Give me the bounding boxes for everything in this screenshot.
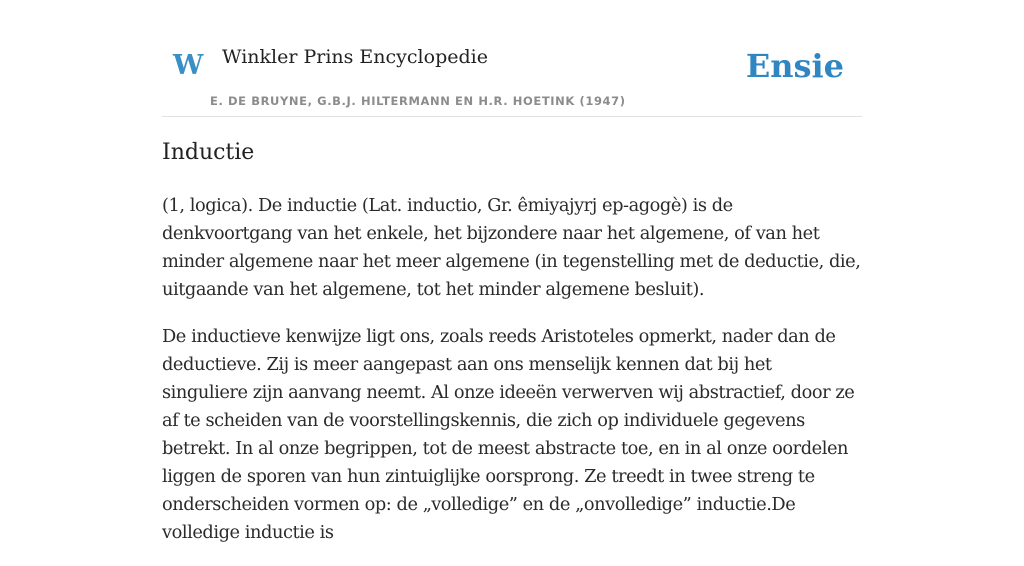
article-paragraph: (1, logica). De inductie (Lat. inductio, Gr. êmiyajyrj ep-agogè) is de denkvoortgang van het enkele, het bijzondere naar het algemene, of van het minder algemene naar het meer algemene (in tegenstelling met de deductie, die, uitgaande van het algemene, tot het minder algemene besluit). bbox=[162, 195, 861, 300]
ensie-logo[interactable]: Ensie bbox=[745, 47, 844, 85]
article-title: Inductie bbox=[162, 140, 255, 165]
article-paragraph: De inductieve kenwijze ligt ons, zoals reeds Aristoteles opmerkt, nader dan de deductieve. Zij is meer aangepast aan ons menselijk kennen dat bij het singuliere zijn aanvang neemt. Al onze ideeën verwerven wij abstractief, door ze af te scheiden van de voorstellingskennis, die zich op individuele gegevens betrekt. In al onze begrippen, tot de meest abstracte toe, en in al onze oordelen liggen de sporen van hun zintuiglijke oorsprong. Ze treedt in twee streng te onderscheiden vormen op: de „volledige” en de „onvolledige” inductie.De volledige inductie is bbox=[162, 326, 855, 543]
article-body bbox=[162, 192, 862, 566]
source-authors: E. DE BRUYNE, G.B.J. HILTERMANN EN H.R. HOETINK (1947) bbox=[210, 94, 626, 108]
source-header bbox=[162, 0, 862, 117]
winkler-prins-logo[interactable]: W bbox=[173, 50, 204, 81]
source-title[interactable]: Winkler Prins Encyclopedie bbox=[222, 46, 488, 68]
